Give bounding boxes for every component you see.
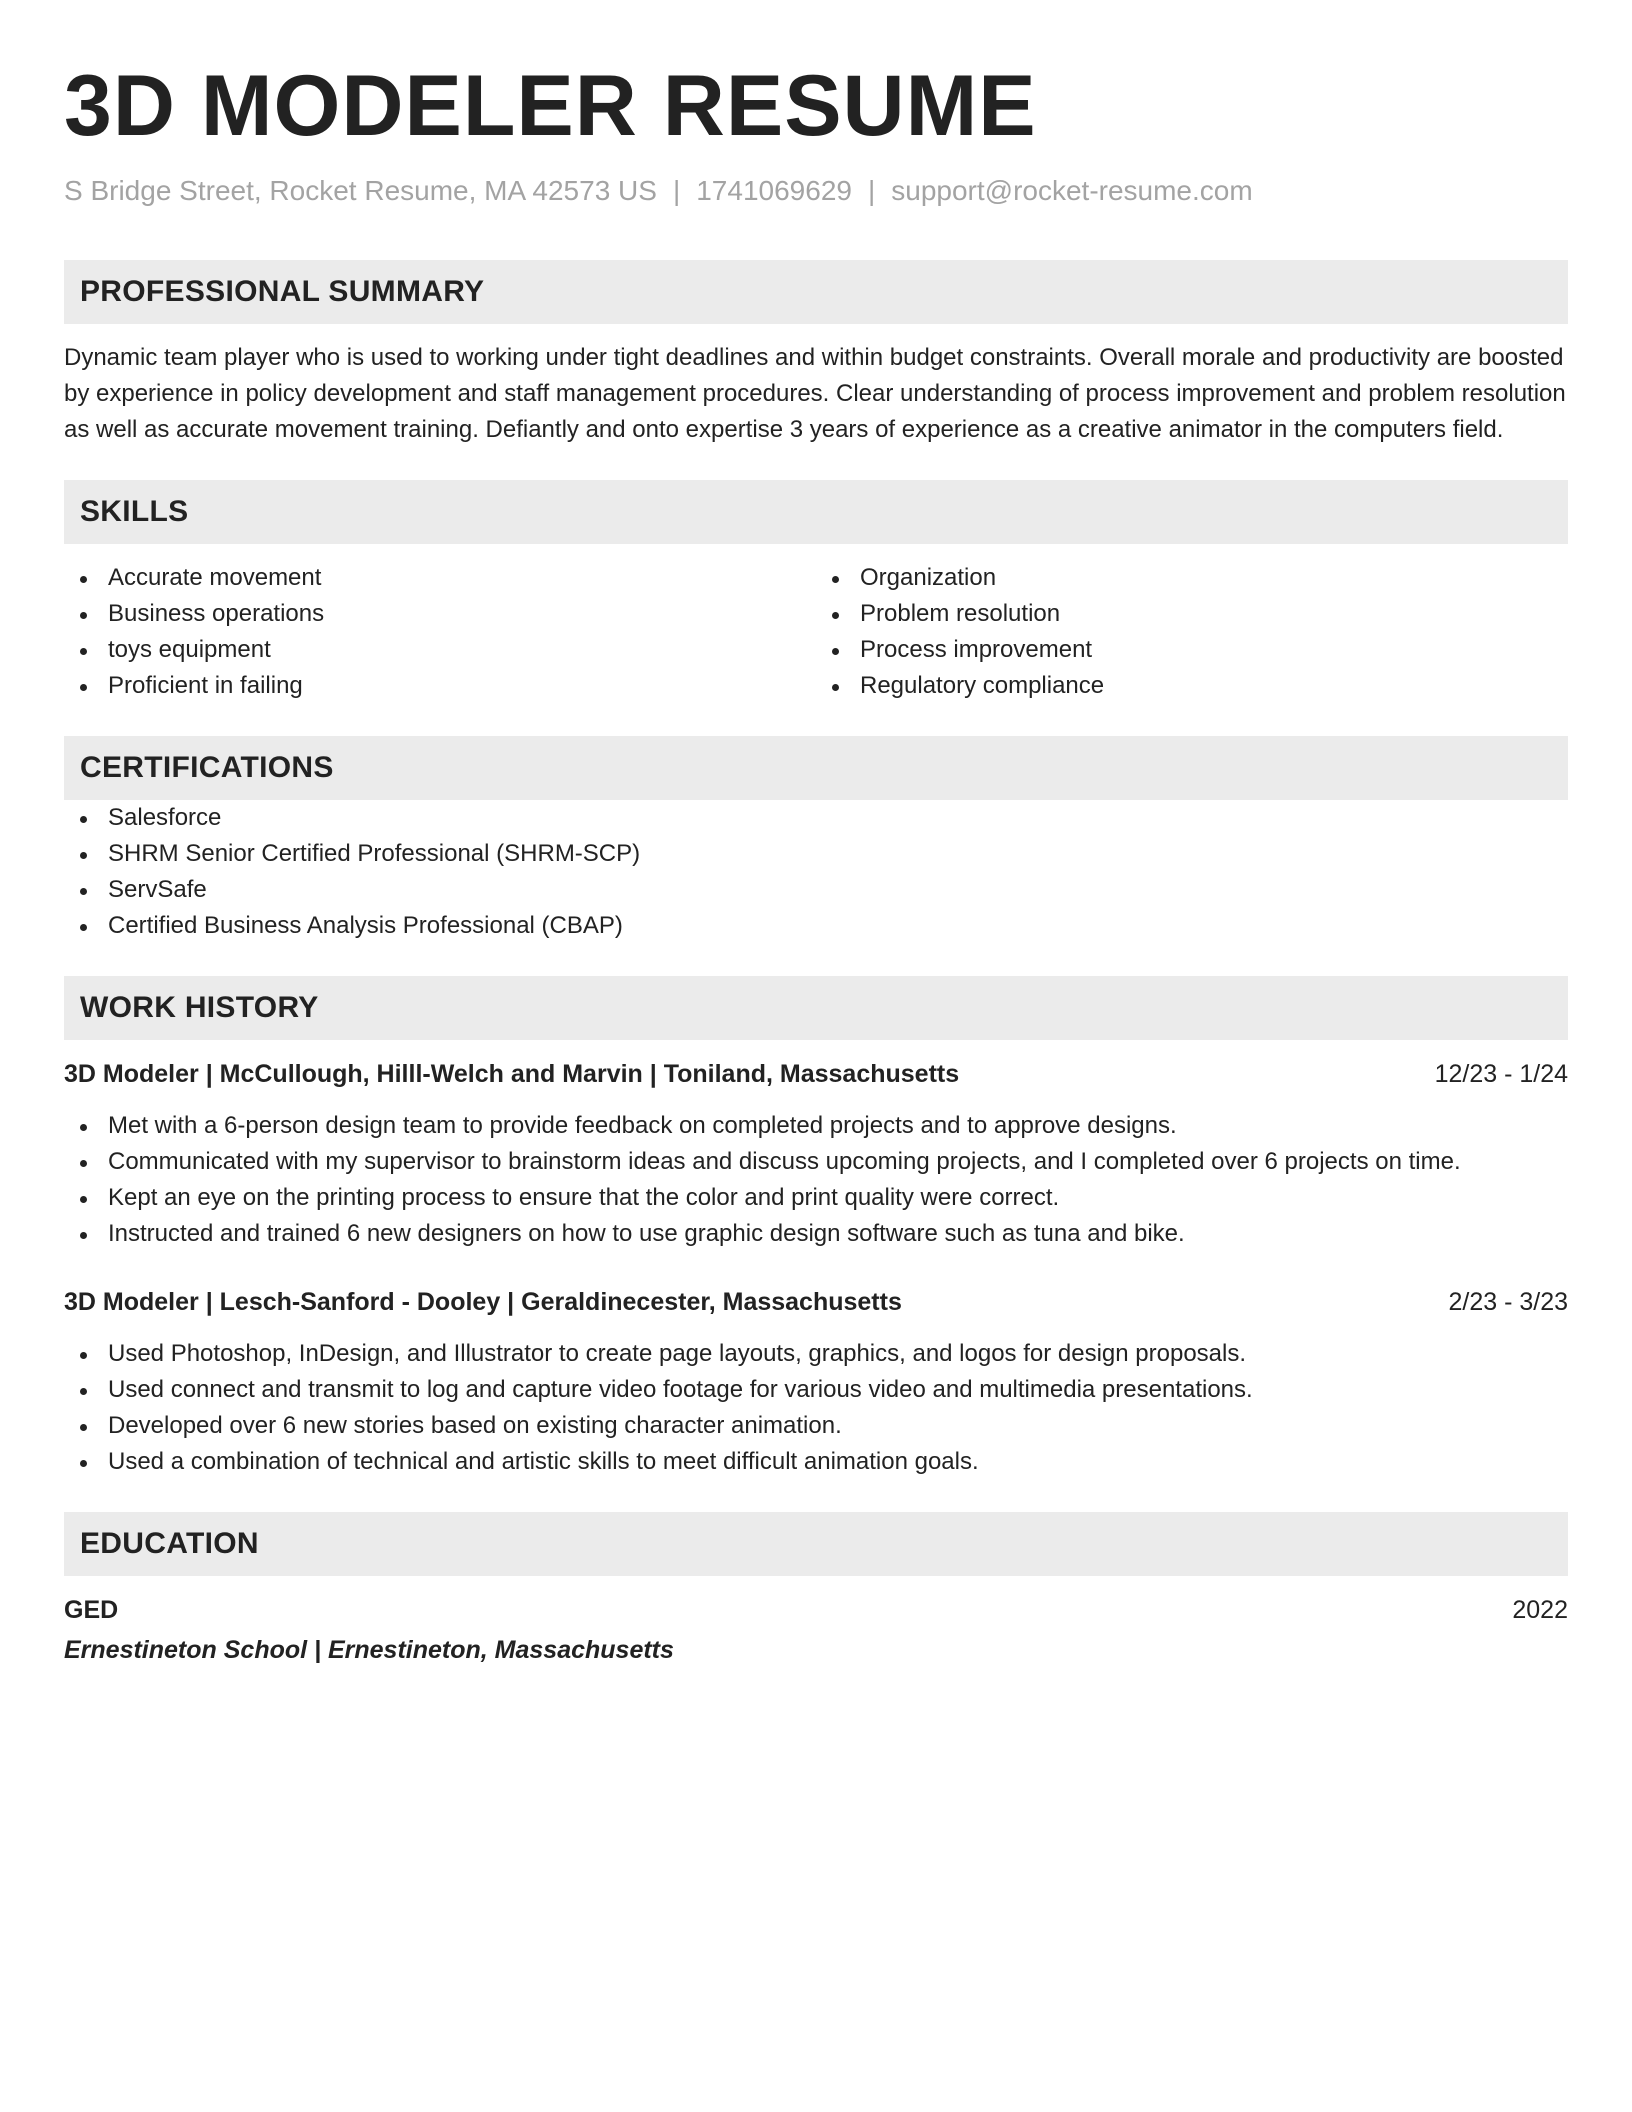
skills-section xyxy=(64,480,1568,704)
job-bullet: Used connect and transmit to log and capture video footage for various video and multimedia presentations. xyxy=(64,1372,1568,1408)
job-bullet: Used Photoshop, InDesign, and Illustrator to create page layouts, graphics, and logos for design proposals. xyxy=(64,1336,1568,1372)
contact-separator: | xyxy=(867,175,876,206)
job-bullets xyxy=(64,1336,1568,1480)
contact-phone: 1741069629 xyxy=(696,175,852,206)
certification-item: SHRM Senior Certified Professional (SHRM-SCP) xyxy=(64,836,1568,872)
job-bullets xyxy=(64,1108,1568,1252)
job-bullet: Met with a 6-person design team to provide feedback on completed projects and to approve designs. xyxy=(64,1108,1568,1144)
certification-item: ServSafe xyxy=(64,872,1568,908)
skills-list-right xyxy=(816,560,1568,704)
work-history-section xyxy=(64,976,1568,1480)
skill-item: Proficient in failing xyxy=(64,668,816,704)
skill-item: Regulatory compliance xyxy=(816,668,1568,704)
summary-text: Dynamic team player who is used to working under tight deadlines and within budget constraints. Overall morale and productivity are boosted by experience in policy development and staff management procedures. Clear understanding of process improvement and problem resolution as well as accurate movement training. Defiantly and onto expertise 3 years of experience as a creative animator in the computers field. xyxy=(64,344,1566,443)
section-heading-certifications: CERTIFICATIONS xyxy=(64,736,1568,800)
skill-item: Business operations xyxy=(64,596,816,632)
education-school: Ernestineton School | Ernestineton, Massachusetts xyxy=(64,1636,674,1664)
section-heading-education: EDUCATION xyxy=(64,1512,1568,1576)
resume-title: 3D MODELER RESUME xyxy=(64,58,1037,154)
job-bullet: Kept an eye on the printing process to ensure that the color and print quality were correct. xyxy=(64,1180,1568,1216)
contact-line xyxy=(64,174,1568,208)
certifications-list xyxy=(64,800,1568,944)
skills-grid xyxy=(64,560,1568,704)
job-entry xyxy=(64,1056,1568,1252)
skill-item: toys equipment xyxy=(64,632,816,668)
certification-item: Certified Business Analysis Professional (CBAP) xyxy=(64,908,1568,944)
skill-item: Problem resolution xyxy=(816,596,1568,632)
job-bullet: Used a combination of technical and artistic skills to meet difficult animation goals. xyxy=(64,1444,1568,1480)
skill-item: Organization xyxy=(816,560,1568,596)
section-heading-skills: SKILLS xyxy=(64,480,1568,544)
job-entry xyxy=(64,1284,1568,1480)
job-bullet: Instructed and trained 6 new designers on how to use graphic design software such as tuna and bike. xyxy=(64,1216,1568,1252)
skill-item: Accurate movement xyxy=(64,560,816,596)
certification-item: Salesforce xyxy=(64,800,1568,836)
certifications-section xyxy=(64,736,1568,944)
education-degree: GED xyxy=(64,1596,119,1624)
contact-email[interactable]: support@rocket-resume.com xyxy=(891,175,1253,206)
education-entry xyxy=(64,1592,1568,1668)
contact-separator: | xyxy=(672,175,681,206)
education-section xyxy=(64,1512,1568,1668)
job-header xyxy=(64,1284,1568,1320)
skill-item: Process improvement xyxy=(816,632,1568,668)
contact-address: S Bridge Street, Rocket Resume, MA 42573 US xyxy=(64,175,657,206)
job-dates: 2/23 - 3/23 xyxy=(1448,1288,1568,1316)
skills-list-left xyxy=(64,560,816,704)
job-bullet: Communicated with my supervisor to brainstorm ideas and discuss upcoming projects, and I completed over 6 projects on time. xyxy=(64,1144,1568,1180)
education-header xyxy=(64,1592,1568,1628)
job-title: 3D Modeler | Lesch-Sanford - Dooley | Geraldinecester, Massachusetts xyxy=(64,1288,902,1316)
job-header xyxy=(64,1056,1568,1092)
section-heading-summary: PROFESSIONAL SUMMARY xyxy=(64,260,1568,324)
job-bullet: Developed over 6 new stories based on existing character animation. xyxy=(64,1408,1568,1444)
section-heading-work-history: WORK HISTORY xyxy=(64,976,1568,1040)
education-year: 2022 xyxy=(1512,1596,1568,1624)
job-title: 3D Modeler | McCullough, Hilll-Welch and Marvin | Toniland, Massachusetts xyxy=(64,1060,960,1088)
job-dates: 12/23 - 1/24 xyxy=(1434,1060,1568,1088)
summary-section xyxy=(64,260,1568,448)
